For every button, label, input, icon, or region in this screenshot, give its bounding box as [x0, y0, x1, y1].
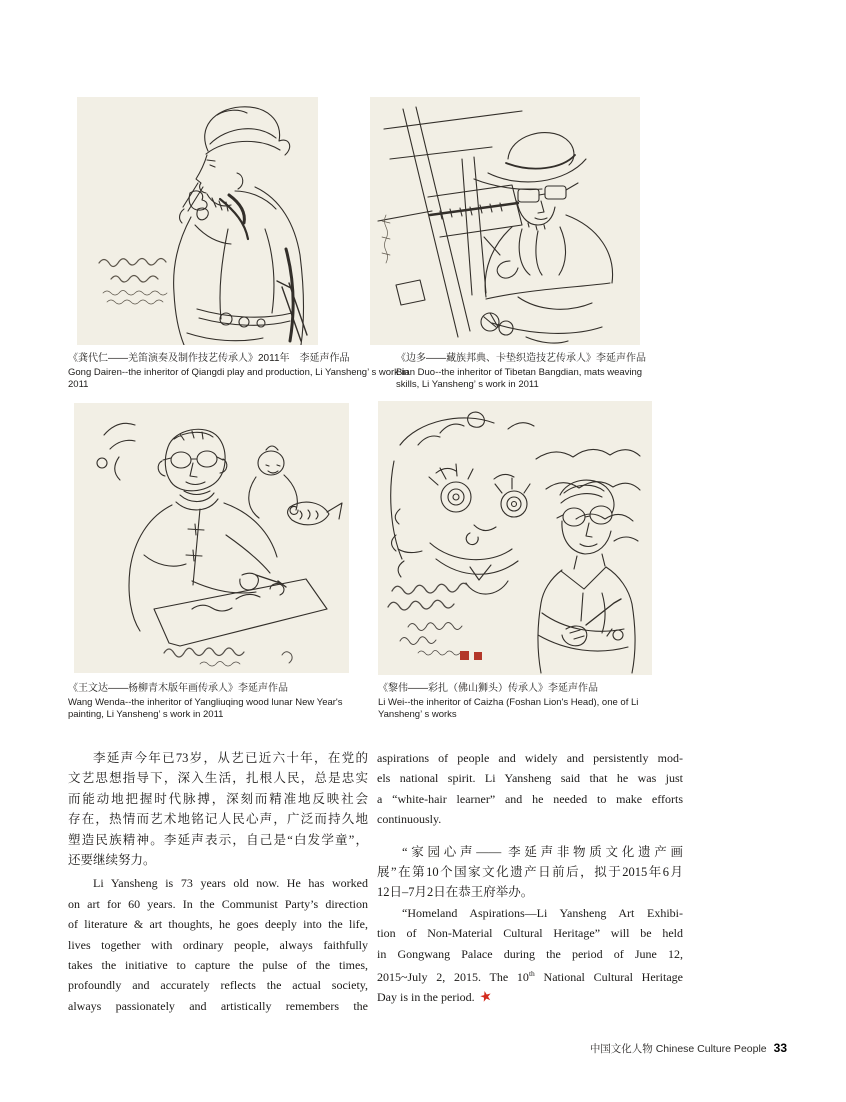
- ink-sketch-flute-player-illustration: [77, 97, 318, 345]
- article-left-column: [68, 748, 368, 1016]
- text-line: 12日–7月2日在恭王府举办。: [377, 885, 534, 900]
- caption-en: Wang Wenda--the inheritor of Yangliuqing wood lunar New Year's painting, Li Yansheng’ s work in 2011: [68, 696, 343, 720]
- text-line: “家园心声—— 李延声非物质文化遗产画: [402, 844, 683, 859]
- caption-zh: 《龚代仁——羌笛演奏及制作技艺传承人》2011年 李延声作品: [68, 353, 350, 364]
- ink-sketch-woodblock-carver-illustration: [74, 403, 349, 673]
- caption-zh: 《黎伟——彩扎（佛山狮头）传承人》李延声作品: [378, 683, 598, 694]
- text-line: 李延声今年已73岁，从艺已近六十年，在党的: [93, 751, 368, 765]
- figure-bian-duo: [370, 97, 640, 345]
- caption-zh: 《边多——藏族邦典、卡垫织造技艺传承人》李延声作品: [396, 353, 646, 364]
- caption-figure-3: [68, 682, 356, 722]
- ordinal-superscript: th: [528, 969, 535, 979]
- text-line: els national spirit. Li Yansheng said that he was just: [377, 771, 683, 786]
- page-number: 33: [773, 1041, 787, 1055]
- text-line: on art for 60 years. In the Communist Party’s direction: [68, 896, 368, 911]
- handwritten-inscription-marks: [382, 215, 390, 263]
- text-line: a “white-hair learner” and he needed to make efforts: [377, 791, 683, 806]
- text-line: Li Yansheng is 73 years old now. He has worked: [93, 876, 368, 891]
- text-line: 展”在第10个国家文化遗产日前后，拟于2015年6月: [377, 865, 683, 880]
- caption-figure-4: [378, 682, 640, 722]
- handwritten-inscription-marks: [164, 648, 292, 666]
- text-line: 还要继续努力。: [68, 853, 156, 868]
- text-line: continuously.: [377, 812, 442, 827]
- handwritten-inscription-marks: [388, 583, 469, 655]
- red-seal-icon: [460, 651, 482, 660]
- text-segment: National Cultural Heritage: [534, 970, 683, 985]
- text-line: tion of Non-Material Cultural Heritage” will be held: [377, 926, 683, 941]
- text-line: [377, 987, 683, 1008]
- caption-figure-1: [68, 352, 418, 392]
- text-line: [377, 964, 683, 987]
- text-line: 存在，热情而艺术地铭记人民心声，广泛而持久地: [68, 812, 368, 827]
- figure-gong-dairen: [77, 97, 318, 345]
- text-line: 而能动地把握时代脉搏，深刻而精准地反映社会: [68, 791, 368, 806]
- text-segment: Day is in the period.: [377, 990, 475, 1005]
- page-footer: [0, 1041, 787, 1056]
- figure-li-wei: [378, 401, 652, 675]
- paragraph-english: [377, 748, 683, 830]
- caption-zh: 《王文达——杨柳青木版年画传承人》李延声作品: [68, 683, 288, 694]
- text-line: lives together with ordinary people, always faithfully: [68, 937, 368, 952]
- paragraph-chinese: [68, 748, 368, 870]
- caption-en: Gong Dairen--the inheritor of Qiangdi play and production, Li Yansheng’ s work in 2011: [68, 366, 409, 390]
- magazine-title: 中国文化人物 Chinese Culture People: [589, 1043, 767, 1055]
- caption-en: Bian Duo--the inheritor of Tibetan Bangdian, mats weaving skills, Li Yansheng’ s work in 2011: [396, 366, 643, 390]
- text-line: 文艺思想指导下，深入生活，扎根人民，总是忠实: [68, 771, 368, 786]
- caption-en: Li Wei--the inheritor of Caizha (Foshan Lion's Head), one of Li Yansheng’ s works: [378, 696, 639, 720]
- ink-sketch-lion-head-maker-illustration: [378, 401, 652, 675]
- text-line: aspirations of people and widely and persistently mod-: [377, 751, 683, 765]
- caption-figure-2: [396, 352, 648, 392]
- text-line: takes the initiative to capture the pulse of the times,: [68, 958, 368, 973]
- end-mark-star-icon: ★: [477, 989, 494, 1007]
- handwritten-inscription-marks: [99, 259, 167, 305]
- text-line: profoundly and accurately reflects the actual society,: [68, 978, 368, 993]
- article-right-column: [377, 748, 683, 1009]
- paragraph-english: [68, 873, 368, 1016]
- text-line: 塑造民族精神。李延声表示，自己是“白发学童”，: [68, 832, 368, 847]
- text-line: always passionately and artistically remembers the: [68, 998, 368, 1013]
- text-line: “Homeland Aspirations—Li Yansheng Art Exhibi-: [402, 905, 683, 920]
- text-segment: 2015~July 2, 2015. The 10: [377, 970, 529, 985]
- figure-wang-wenda: [74, 403, 349, 673]
- paragraph-chinese: [377, 842, 683, 903]
- ink-sketch-weaver-illustration: [370, 97, 640, 345]
- paragraph-english: [377, 903, 683, 1009]
- text-line: of literature & art thoughts, he goes deeply into the life,: [68, 917, 368, 932]
- text-line: in Gongwang Palace during the period of June 12,: [377, 946, 683, 961]
